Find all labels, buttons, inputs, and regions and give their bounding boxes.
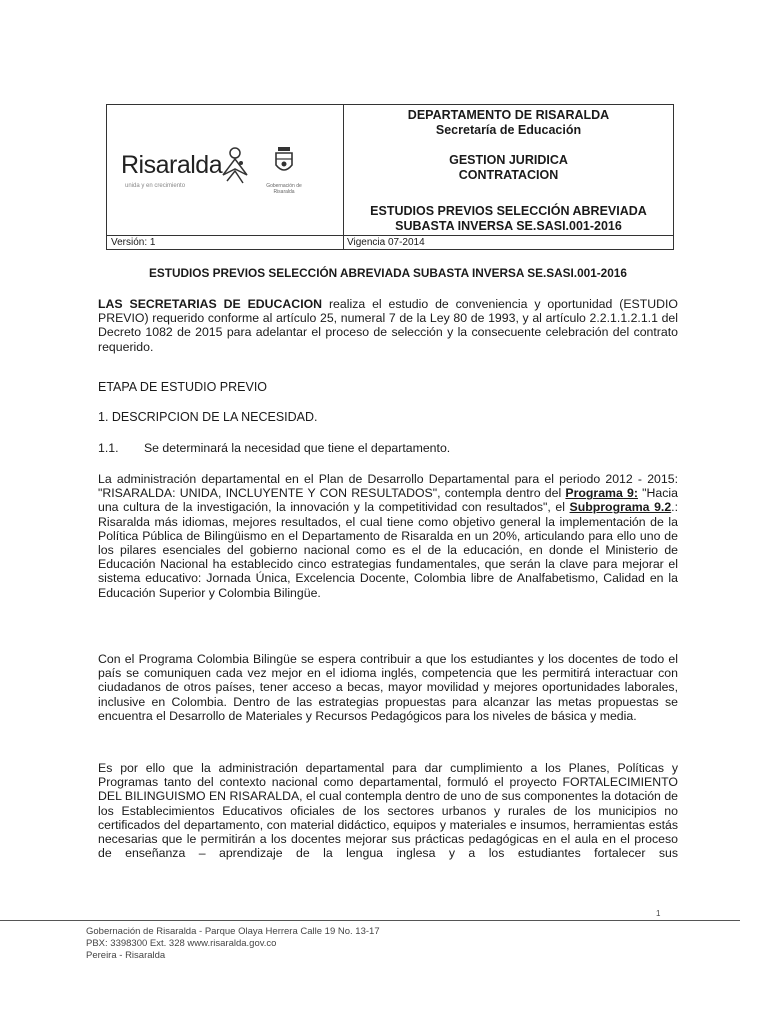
intro-text: realiza el estudio de conveniencia y oportunidad (ESTUDIO PREVIO) requerido conforme al artículo 25, numeral 7 de la Ley 80 de 1993, y al artículo 2.2.1.1.2.1.1 del Decreto 1082 de 2015 para adelantar el proceso de selección y la consecuente celebración del contrato requerido. bbox=[98, 297, 678, 354]
government-seal bbox=[261, 145, 307, 195]
page-footer bbox=[86, 926, 380, 962]
p1-part-b: "Hacia una cultura de la investigación, la innovación y la competitividad con resultados", el bbox=[98, 486, 678, 515]
p1-part-a: La administración departamental en el Plan de Desarrollo Departamental para el periodo 2012 - 2015: "RISARALDA: UNIDA, INCLUYENTE Y CON RESULTADOS", contempla dentro del bbox=[98, 472, 678, 501]
coat-of-arms-icon bbox=[273, 145, 295, 177]
page-number: 1 bbox=[656, 909, 661, 918]
section-1-heading: 1. DESCRIPCION DE LA NECESIDAD. bbox=[98, 410, 318, 424]
doc-type-line-1: ESTUDIOS PREVIOS SELECCIÓN ABREVIADA bbox=[370, 204, 647, 218]
subsection-1-1 bbox=[98, 441, 678, 455]
seal-caption: Gobernación de Risaralda bbox=[266, 183, 302, 195]
subprograma-9-2-label: Subprograma 9.2 bbox=[569, 500, 672, 515]
area-line-2: CONTRATACION bbox=[458, 168, 559, 182]
logo-cell bbox=[107, 105, 344, 235]
programa-9-label: Programa 9: bbox=[565, 486, 638, 501]
footer-contact: PBX: 3398300 Ext. 328 www.risaralda.gov.co bbox=[86, 938, 277, 949]
bird-icon bbox=[217, 145, 253, 187]
brand-tagline: unida y en crecimiento bbox=[125, 183, 186, 189]
paragraph-plan-desarrollo bbox=[98, 472, 678, 600]
doc-type-line-2: SUBASTA INVERSA SE.SASI.001-2016 bbox=[395, 219, 622, 233]
intro-lead: LAS SECRETARIAS DE EDUCACION bbox=[98, 297, 323, 311]
secretariat-name: Secretaría de Educación bbox=[435, 123, 582, 137]
department-name: DEPARTAMENTO DE RISARALDA bbox=[407, 108, 610, 122]
stage-heading: ETAPA DE ESTUDIO PREVIO bbox=[98, 380, 268, 394]
footer-city: Pereira - Risaralda bbox=[86, 950, 166, 961]
footer-divider bbox=[0, 920, 740, 921]
risaralda-logo bbox=[121, 145, 341, 205]
footer-address: Gobernación de Risaralda - Parque Olaya Herrera Calle 19 No. 13-17 bbox=[86, 926, 380, 937]
subsection-text: Se determinará la necesidad que tiene el departamento. bbox=[143, 441, 451, 455]
intro-paragraph bbox=[98, 297, 678, 354]
subsection-number: 1.1. bbox=[98, 441, 119, 455]
p1-part-c: .: Risaralda más idiomas, mejores resultados, el cual tiene como objetivo general la implementación de la Política Pública de Bilingüismo en el Departamento de Risaralda en un 20%, articulando para ello uno de los pilares esenciales del gobierno nacional como es el de la educación, en donde el Ministerio de Educación Nacional ha establecido cinco estrategias fundamentales, que serán la clave para mejorar el sistema educativo: Jornada Única, Excelencia Docente, Colombia libre de Analfabetismo, Calidad en la Educación Superior y Colombia Bilingüe. bbox=[98, 500, 679, 600]
document-header-table bbox=[106, 104, 674, 250]
version-row bbox=[107, 235, 673, 250]
version-row-divider bbox=[343, 236, 344, 250]
validity-label: Vigencia 07-2014 bbox=[347, 237, 425, 248]
paragraph-fortalecimiento: Es por ello que la administración departamental para dar cumplimiento a los Planes, Políticas y Programas tanto del contexto nacional como departamental, formuló el proyecto FORTALECIMIENTO DEL BILINGUISMO EN RISARALDA, el cual contempla dentro de uno de sus componentes la dotación de los Establecimientos Educativos oficiales de los sectores urbanos y rurales de los municipios no certificados del departamento, con material didáctico, equipos y materiales e insumos, herramientas estás necesarias que le permitirán a los docentes mejorar sus prácticas pedagógicas en el aula en el proceso de enseñanza – aprendizaje de la lengua inglesa y a los estudiantes fortalecer sus bbox=[98, 761, 678, 861]
area-line-1: GESTION JURIDICA bbox=[449, 153, 568, 167]
document-title: ESTUDIOS PREVIOS SELECCIÓN ABREVIADA SUBASTA INVERSA SE.SASI.001-2016 bbox=[149, 266, 627, 280]
brand-name: Risaralda bbox=[121, 151, 223, 179]
paragraph-colombia-bilingue: Con el Programa Colombia Bilingüe se espera contribuir a que los estudiantes y los docentes de todo el país se comuniquen cada vez mejor en el idioma inglés, competencia que les permitirá interactuar con ciudadanos de otros países, tener acceso a becas, mayor movilidad y mejores oportunidades laborales, inclusive en Colombia. Dentro de las estrategias propuestas para alcanzar las metas propuestas se encuentra el Desarrollo de Materiales y Recursos Pedagógicos para los niveles de básica y media. bbox=[98, 652, 678, 723]
version-label: Versión: 1 bbox=[111, 237, 156, 248]
header-info-cell bbox=[344, 105, 673, 235]
